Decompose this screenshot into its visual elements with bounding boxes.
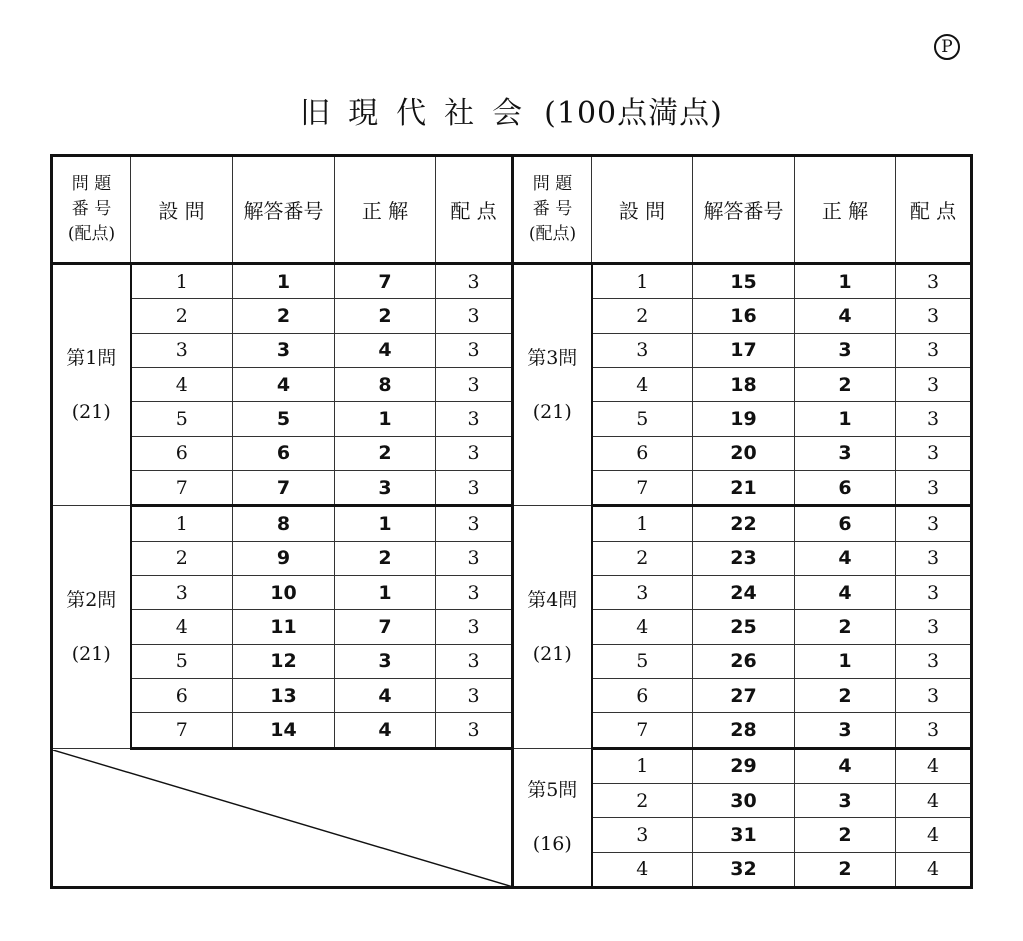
question-number: 6 [131,678,233,712]
points: 3 [436,333,513,367]
table-row [52,506,972,541]
points: 3 [896,541,972,575]
points: 3 [436,436,513,470]
answer-number: 9 [233,541,335,575]
correct-answer: 3 [795,783,896,817]
header-group-line3: (配点) [528,224,577,245]
question-number: 4 [592,610,693,644]
correct-answer: 6 [795,471,896,506]
question-number: 1 [131,264,233,299]
answer-number: 12 [233,644,335,678]
header-group-line2: 番 号 [71,199,112,220]
table-row [52,436,972,470]
correct-answer: 4 [795,299,896,333]
table-row [52,471,972,506]
correct-answer: 1 [335,506,436,541]
table-row [52,713,972,748]
answer-table [50,154,973,889]
answer-number: 7 [233,471,335,506]
section-points: (16) [532,833,572,856]
header-correct: 正 解 [335,156,436,264]
correct-answer: 3 [335,471,436,506]
answer-number: 8 [233,506,335,541]
question-number: 6 [131,436,233,470]
correct-answer: 2 [335,436,436,470]
points: 3 [896,471,972,506]
question-number: 2 [592,299,693,333]
correct-answer: 4 [795,575,896,609]
points: 3 [896,436,972,470]
section-name: 第4問 [527,588,578,611]
points: 3 [436,610,513,644]
table-row [52,644,972,678]
question-number: 3 [131,575,233,609]
question-number: 7 [592,471,693,506]
correct-answer: 3 [795,436,896,470]
correct-answer: 1 [795,264,896,299]
question-number: 1 [592,264,693,299]
header-group-line3: (配点) [67,224,116,245]
question-number: 5 [592,402,693,436]
points: 3 [436,644,513,678]
answer-number: 17 [693,333,795,367]
section-label [513,748,592,887]
correct-answer: 4 [335,333,436,367]
correct-answer: 1 [335,575,436,609]
diagonal-line [53,750,511,886]
header-answer-no: 解答番号 [693,156,795,264]
header-group-line2: 番 号 [532,199,573,220]
points: 3 [436,264,513,299]
points: 3 [896,333,972,367]
question-number: 4 [592,368,693,402]
answer-number: 5 [233,402,335,436]
correct-answer: 4 [795,541,896,575]
points: 3 [436,402,513,436]
answer-number: 24 [693,575,795,609]
points: 3 [436,368,513,402]
correct-answer: 1 [795,402,896,436]
table-row [52,541,972,575]
answer-number: 27 [693,678,795,712]
question-number: 3 [592,818,693,852]
answer-number: 15 [693,264,795,299]
points: 4 [896,818,972,852]
correct-answer: 1 [335,402,436,436]
question-number: 2 [592,541,693,575]
question-number: 1 [592,506,693,541]
points: 3 [436,541,513,575]
section-name: 第1問 [66,347,117,370]
correct-answer: 3 [335,644,436,678]
header-question: 設 問 [592,156,693,264]
correct-answer: 7 [335,610,436,644]
section-label [513,264,592,506]
answer-number: 21 [693,471,795,506]
table-row [52,368,972,402]
question-number: 7 [592,713,693,748]
answer-number: 23 [693,541,795,575]
correct-answer: 8 [335,368,436,402]
points: 3 [436,575,513,609]
answer-number: 4 [233,368,335,402]
question-number: 3 [592,575,693,609]
points: 4 [896,748,972,783]
header-points: 配 点 [896,156,972,264]
blank-diagonal-cell [52,748,513,887]
question-number: 2 [131,299,233,333]
correct-answer: 2 [795,852,896,887]
points: 4 [896,852,972,887]
section-points: (21) [71,642,111,665]
question-number: 5 [131,644,233,678]
table-row [52,402,972,436]
table-row [52,299,972,333]
header-row [52,156,972,264]
answer-number: 28 [693,713,795,748]
header-section-group [513,156,592,264]
answer-number: 26 [693,644,795,678]
points: 4 [896,783,972,817]
table-row [52,678,972,712]
points: 3 [436,299,513,333]
points: 3 [896,368,972,402]
section-label [513,506,592,748]
answer-number: 11 [233,610,335,644]
answer-number: 6 [233,436,335,470]
section-points: (21) [532,401,572,424]
answer-number: 19 [693,402,795,436]
points: 3 [896,575,972,609]
answer-number: 30 [693,783,795,817]
points: 3 [896,610,972,644]
answer-number: 13 [233,678,335,712]
answer-number: 25 [693,610,795,644]
points: 3 [896,402,972,436]
correct-answer: 2 [795,368,896,402]
question-number: 4 [592,852,693,887]
question-number: 3 [131,333,233,367]
correct-answer: 2 [335,541,436,575]
points: 3 [436,471,513,506]
answer-number: 2 [233,299,335,333]
table-row [52,575,972,609]
question-number: 5 [131,402,233,436]
header-group-line1: 問 題 [71,174,112,195]
points: 3 [896,264,972,299]
points: 3 [896,713,972,748]
answer-number: 10 [233,575,335,609]
correct-answer: 2 [795,678,896,712]
correct-answer: 4 [335,713,436,748]
correct-answer: 1 [795,644,896,678]
section-label [52,506,131,748]
title-sub: (100点満点) [544,96,723,131]
question-number: 7 [131,713,233,748]
page-title [0,88,1023,132]
answer-number: 14 [233,713,335,748]
answer-number: 20 [693,436,795,470]
points: 3 [896,506,972,541]
answer-number: 1 [233,264,335,299]
answer-number: 18 [693,368,795,402]
question-number: 6 [592,436,693,470]
header-answer-no: 解答番号 [233,156,335,264]
title-main: 旧現代社会 [300,96,541,131]
section-label [52,264,131,506]
answer-number: 29 [693,748,795,783]
table-row [52,610,972,644]
answer-number: 22 [693,506,795,541]
correct-answer: 4 [335,678,436,712]
correct-answer: 6 [795,506,896,541]
question-number: 3 [592,333,693,367]
section-points: (21) [532,642,572,665]
table-row [52,748,972,783]
question-number: 1 [592,748,693,783]
header-correct: 正 解 [795,156,896,264]
question-number: 2 [592,783,693,817]
correct-answer: 2 [795,818,896,852]
correct-answer: 2 [795,610,896,644]
points: 3 [436,678,513,712]
points: 3 [896,678,972,712]
section-name: 第5問 [527,779,578,802]
header-section-group [52,156,131,264]
question-number: 2 [131,541,233,575]
question-number: 6 [592,678,693,712]
header-points: 配 点 [436,156,513,264]
table-row [52,333,972,367]
header-group-line1: 問 題 [532,174,573,195]
question-number: 7 [131,471,233,506]
question-number: 5 [592,644,693,678]
section-name: 第2問 [66,588,117,611]
answer-number: 32 [693,852,795,887]
correct-answer: 7 [335,264,436,299]
question-number: 1 [131,506,233,541]
points: 3 [896,644,972,678]
question-number: 4 [131,610,233,644]
section-points: (21) [71,401,111,424]
points: 3 [896,299,972,333]
correct-answer: 4 [795,748,896,783]
answer-number: 31 [693,818,795,852]
question-number: 4 [131,368,233,402]
points: 3 [436,506,513,541]
section-name: 第3問 [527,347,578,370]
table-row [52,264,972,299]
header-question: 設 問 [131,156,233,264]
answer-number: 3 [233,333,335,367]
correct-answer: 2 [335,299,436,333]
correct-answer: 3 [795,333,896,367]
p-mark: P [934,34,960,60]
answer-number: 16 [693,299,795,333]
correct-answer: 3 [795,713,896,748]
points: 3 [436,713,513,748]
